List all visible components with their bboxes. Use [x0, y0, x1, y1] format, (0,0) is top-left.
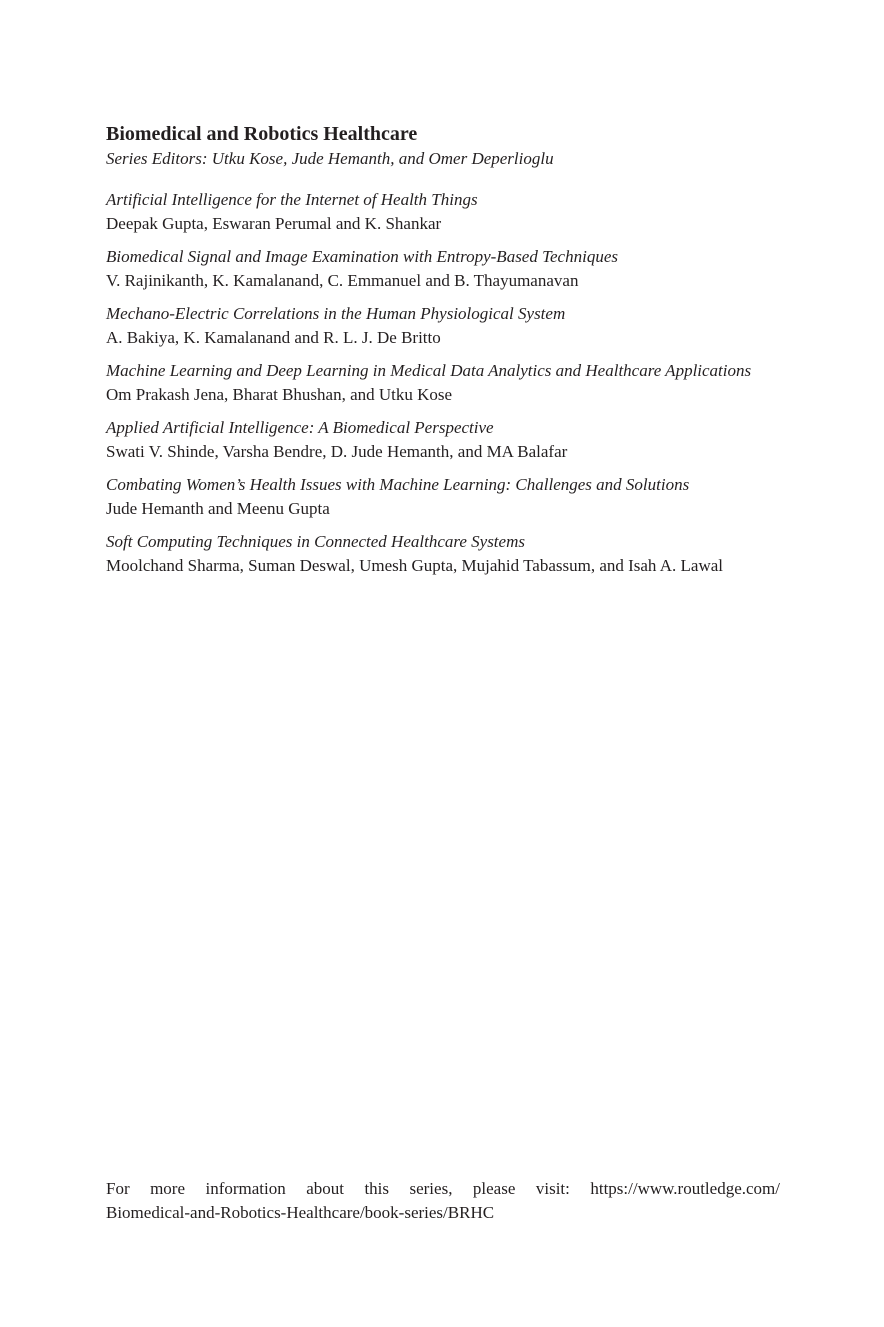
book-entry — [106, 188, 780, 236]
series-section — [106, 121, 780, 587]
book-authors: Swati V. Shinde, Varsha Bendre, D. Jude Hemanth, and MA Balafar — [106, 442, 568, 461]
book-title: Biomedical Signal and Image Examination with Entropy-Based Techniques — [106, 247, 618, 266]
book-title: Soft Computing Techniques in Connected Healthcare Systems — [106, 532, 525, 551]
series-editors: Series Editors: Utku Kose, Jude Hemanth, and Omer Deperlioglu — [106, 149, 554, 168]
series-title: Biomedical and Robotics Healthcare — [106, 123, 418, 145]
book-entry — [106, 473, 780, 521]
series-info-text: For more information about this series, please visit: https://www.routledge.com/ — [106, 1179, 780, 1198]
book-title: Artificial Intelligence for the Internet of Health Things — [106, 190, 478, 209]
book-entry — [106, 416, 780, 464]
series-url[interactable]: Biomedical-and-Robotics-Healthcare/book-series/BRHC — [106, 1203, 495, 1222]
book-title: Combating Women’s Health Issues with Machine Learning: Challenges and Solutions — [106, 475, 690, 494]
book-authors: Deepak Gupta, Eswaran Perumal and K. Shankar — [106, 214, 442, 233]
book-authors: V. Rajinikanth, K. Kamalanand, C. Emmanuel and B. Thayumanavan — [106, 271, 579, 290]
book-title: Machine Learning and Deep Learning in Medical Data Analytics and Healthcare Applications — [106, 361, 752, 380]
series-info-footer — [106, 1177, 780, 1225]
book-entry — [106, 245, 780, 293]
book-authors: Jude Hemanth and Meenu Gupta — [106, 499, 330, 518]
book-authors: Moolchand Sharma, Suman Deswal, Umesh Gupta, Mujahid Tabassum, and Isah A. Lawal — [106, 556, 723, 575]
book-authors: A. Bakiya, K. Kamalanand and R. L. J. De Britto — [106, 328, 441, 347]
book-authors: Om Prakash Jena, Bharat Bhushan, and Utku Kose — [106, 385, 453, 404]
book-title: Mechano-Electric Correlations in the Human Physiological System — [106, 304, 566, 323]
book-entry — [106, 302, 780, 350]
book-entry — [106, 359, 780, 407]
book-entry — [106, 530, 780, 578]
book-title: Applied Artificial Intelligence: A Biomedical Perspective — [106, 418, 494, 437]
